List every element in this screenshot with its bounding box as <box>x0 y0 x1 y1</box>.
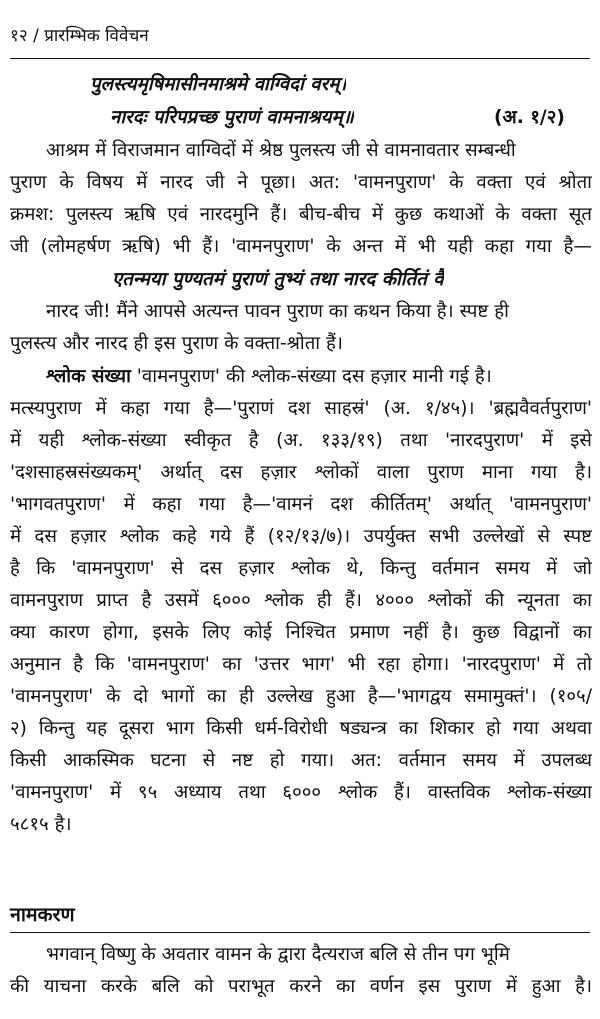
shloka-count-line: में दस हज़ार श्लोक कहे गये हैं (१२/१३/७)। उपर्युक्त सभी उल्लेखों से स्पष्ट <box>10 526 592 547</box>
shloka-count-line: 'दशसाहस्रसंख्यकम्' अर्थात् दस हज़ार श्लोकों वाला पुराण माना गया है। <box>10 462 592 483</box>
shloka-count-line: है कि 'वामनपुराण' से दस हज़ार श्लोक थे, किन्तु वर्तमान समय में जो <box>10 558 592 579</box>
shloka-count-first-line <box>46 362 592 392</box>
running-head: १२ / प्रारम्भिक विवेचन <box>10 26 149 46</box>
naming-paragraph-line: की याचना करके बलि को पराभूत करने का वर्णन इस पुराण में हुआ है। <box>10 976 592 997</box>
paragraph-one-line: पुराण के विषय में नारद जी ने पूछा। अत: 'वामनपुराण' के वक्ता एवं श्रोता <box>10 172 592 193</box>
section-rule <box>10 932 590 933</box>
verse-reference: (अ. १/२) <box>494 107 565 128</box>
closing-verse-line: एतन्मया पुण्यतमं पुराणं तुभ्यं तथा नारद कीर्तितं वै <box>112 269 444 290</box>
shloka-count-text: 'वामनपुराण' की श्लोक-संख्या दस हज़ार मानी गई है। <box>130 366 492 387</box>
paragraph-one-line: आश्रम में विराजमान वाग्विदों में श्रेष्ठ पुलस्त्य जी से वामनावतार सम्बन्धी <box>46 140 516 161</box>
paragraph-two-line: पुलस्त्य और नारद ही इस पुराण के वक्ता-श्रोता हैं। <box>10 333 343 354</box>
paragraph-two-line: नारद जी! मैंने आपसे अत्यन्त पावन पुराण का कथन किया है। स्पष्ट ही <box>46 301 509 322</box>
shloka-count-label: श्लोक संख्या <box>46 366 131 387</box>
shloka-count-line: ५८१५ है। <box>10 814 72 835</box>
shloka-count-line: 'भागवतपुराण' में कहा गया है—'वामनं दश कीर्तितम्' अर्थात् 'वामनपुराण' <box>10 494 592 515</box>
paragraph-one-line: जी (लोमहर्षण ऋषि) भी हैं। 'वामनपुराण' के अन्त में भी यही कहा गया है— <box>10 236 592 257</box>
header-rule <box>10 58 590 59</box>
opening-verse-line-1: पुलस्त्यमृषिमासीनमाश्रमे वाग्विदां वरम्। <box>90 74 347 95</box>
paragraph-one-line: क्रमश: पुलस्त्य ऋषि एवं नारदमुनि हैं। बीच-बीच में कुछ कथाओं के वक्ता सूत <box>10 204 592 225</box>
section-heading: नामकरण <box>10 903 75 926</box>
shloka-count-line: क्या कारण होगा, इसके लिए कोई निश्चित प्रमाण नहीं है। कुछ विद्वानों का <box>10 622 592 643</box>
naming-paragraph-line: भगवान् विष्णु के अवतार वामन के द्वारा दैत्यराज बलि से तीन पग भूमि <box>46 944 510 965</box>
shloka-count-line: २) किन्तु यह दूसरा भाग किसी धर्म-विरोधी षड्यन्त्र का शिकार हो गया अथवा <box>10 718 592 739</box>
shloka-count-line: में यही श्लोक-संख्या स्वीकृत है (अ. १३३/१९) तथा 'नारदपुराण' में इसे <box>10 430 592 451</box>
shloka-count-line: 'वामनपुराण' में ९५ अध्याय तथा ६००० श्लोक हैं। वास्तविक श्लोक-संख्या <box>10 782 592 803</box>
shloka-count-line: किसी आकस्मिक घटना से नष्ट हो गया। अत: वर्तमान समय में उपलब्ध <box>10 750 592 771</box>
shloka-count-line: मत्स्यपुराण में कहा गया है—'पुराणं दश साहस्रं' (अ. १/४५)। 'ब्रह्मवैवर्तपुराण' <box>10 398 592 419</box>
shloka-count-line: वामनपुराण प्राप्त है उसमें ६००० श्लोक ही हैं। ४००० श्लोकों की न्यूनता का <box>10 590 592 611</box>
opening-verse-line-2: नारदः परिपप्रच्छ पुराणं वामनाश्रयम्॥ <box>110 107 354 128</box>
shloka-count-line: 'वामनपुराण' के दो भागों का ही उल्लेख हुआ है—'भागद्वय समामुक्तं'। (१०५/ <box>10 686 592 707</box>
shloka-count-line: अनुमान है कि 'वामनपुराण' का 'उत्तर भाग' भी रहा होगा। 'नारदपुराण' में तो <box>10 654 592 675</box>
